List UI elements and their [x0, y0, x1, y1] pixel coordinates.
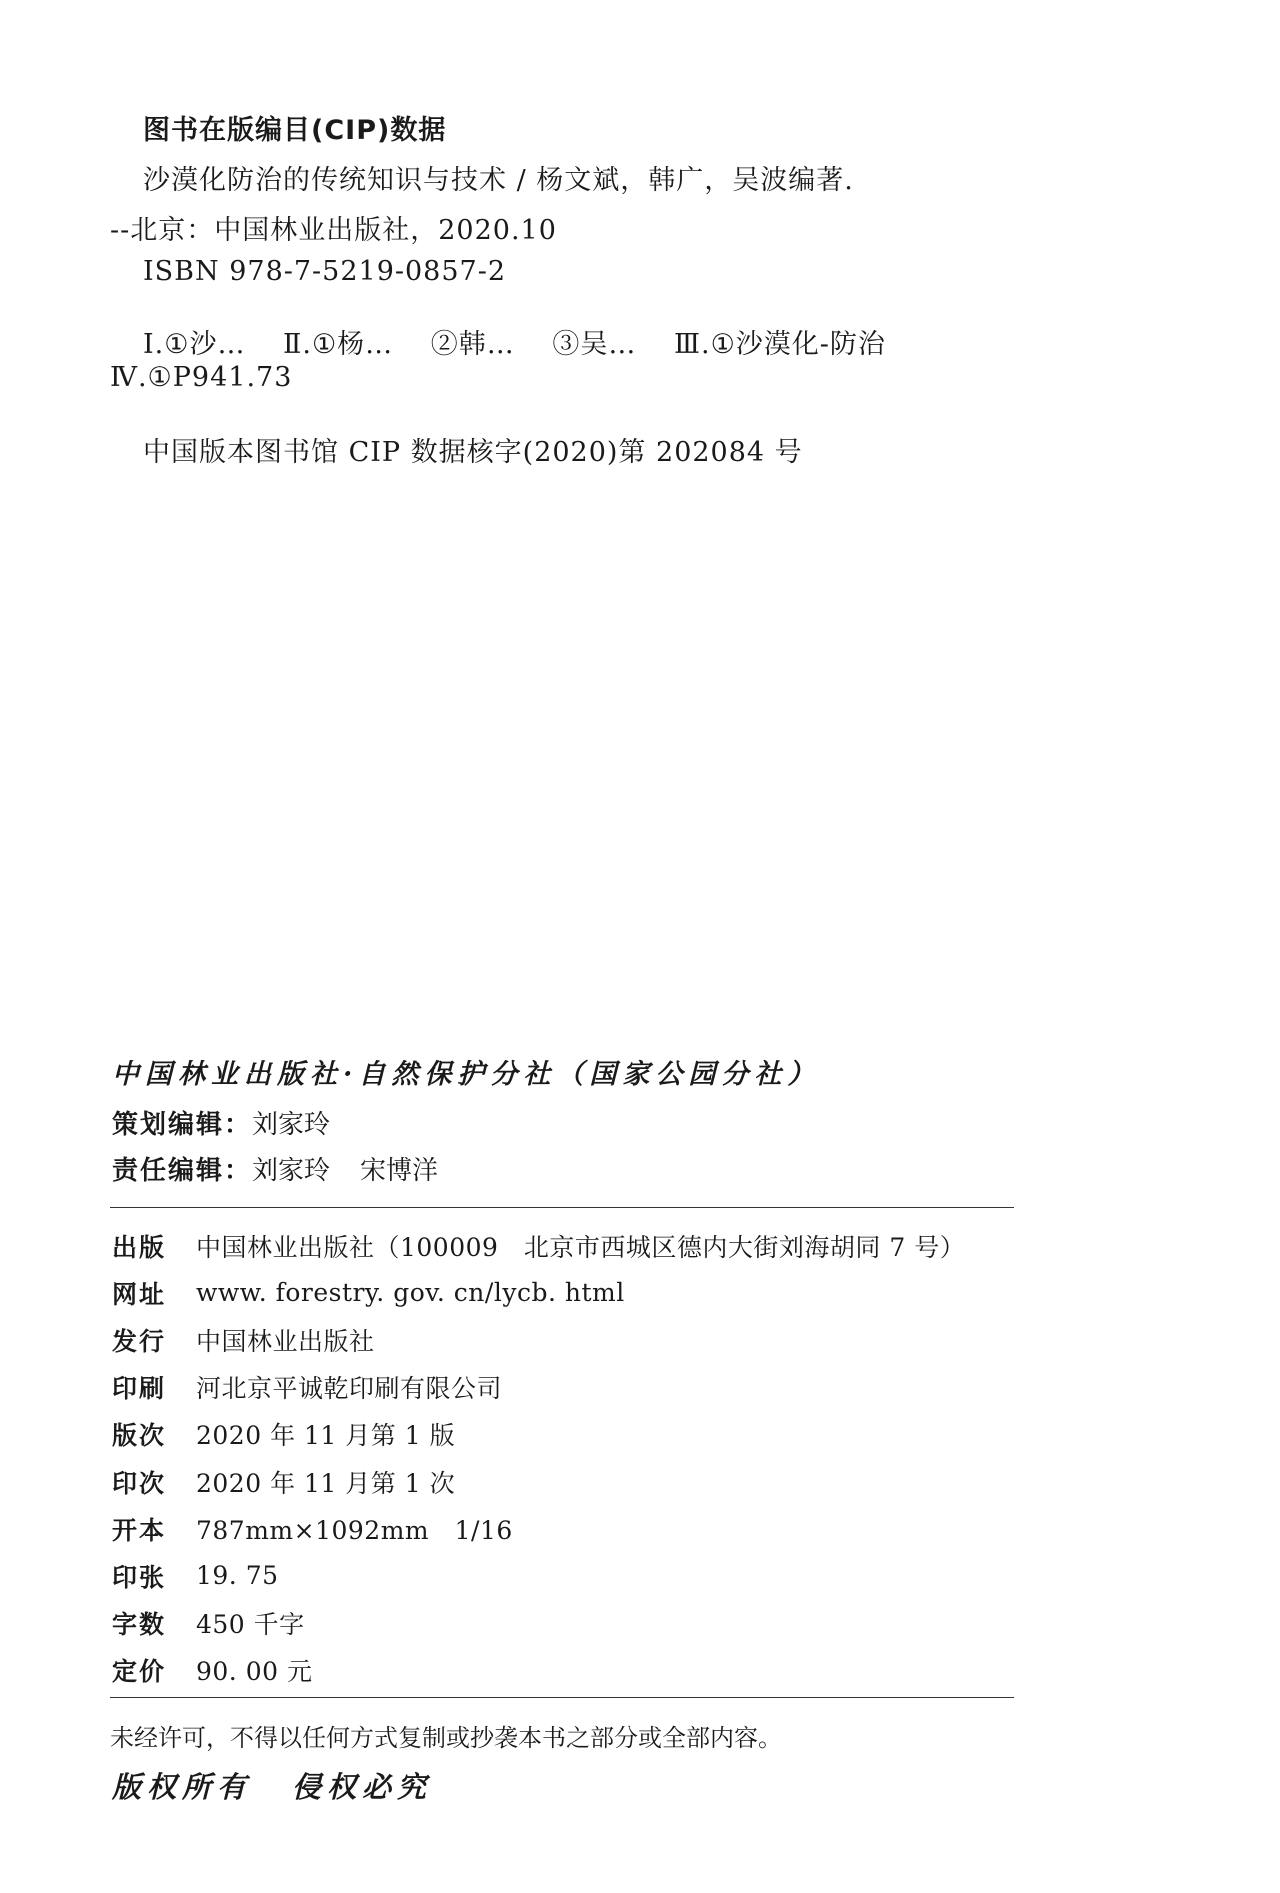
cip-subjects [143, 322, 886, 361]
info-value: 450 千字 [196, 1610, 305, 1640]
cip-number: 中国版本图书馆 CIP 数据核字(2020)第 202084 号 [143, 437, 803, 468]
cip-subject: ③吴… [552, 329, 637, 360]
cip-publication: --北京：中国林业出版社，2020.10 [110, 215, 557, 246]
cip-title: 图书在版编目(CIP)数据 [143, 115, 447, 146]
info-value: 2020 年 11 月第 1 次 [196, 1468, 456, 1498]
planning-editor-label: 策划编辑： [112, 1110, 253, 1140]
info-row [112, 1222, 1012, 1269]
info-row [112, 1552, 1012, 1599]
responsible-editor-name: 宋博洋 [360, 1156, 439, 1186]
info-label: 版次 [112, 1421, 167, 1451]
info-row [112, 1505, 1012, 1552]
responsible-editor-label: 责任编辑： [112, 1156, 253, 1186]
infringement-notice: 侵权必究 [292, 1770, 433, 1804]
info-value: 90. 00 元 [196, 1657, 313, 1687]
copy-notice: 未经许可，不得以任何方式复制或抄袭本书之部分或全部内容。 [110, 1724, 782, 1752]
info-row [112, 1316, 1012, 1363]
info-value: 中国林业出版社（100009 北京市西城区德内大街刘海胡同 7 号） [196, 1232, 966, 1262]
info-row [112, 1364, 1012, 1411]
cip-subject: Ⅲ.①沙漠化-防治 [673, 329, 886, 360]
info-label: 定价 [112, 1657, 167, 1687]
info-row [112, 1647, 1012, 1694]
info-label: 开本 [112, 1515, 167, 1545]
info-value: 19. 75 [196, 1561, 279, 1591]
info-label: 网址 [112, 1279, 167, 1309]
responsible-editor-name: 刘家玲 [252, 1156, 331, 1186]
info-row [112, 1411, 1012, 1458]
planning-editor [112, 1104, 330, 1141]
cip-isbn: ISBN 978-7-5219-0857-2 [143, 256, 507, 287]
info-label: 印刷 [112, 1374, 167, 1404]
info-value: 2020 年 11 月第 1 版 [196, 1421, 456, 1451]
cip-subject: Ⅰ.①沙… [143, 329, 246, 360]
cip-classification: Ⅳ.①P941.73 [110, 362, 293, 393]
info-value: 河北京平诚乾印刷有限公司 [196, 1374, 503, 1404]
publisher-heading: 中国林业出版社·自然保护分社（国家公园分社） [112, 1059, 821, 1090]
divider [110, 1207, 1014, 1208]
responsible-editor [112, 1150, 438, 1187]
info-label: 印次 [112, 1468, 167, 1498]
divider [110, 1697, 1014, 1698]
rights-statement [112, 1765, 432, 1806]
info-row [112, 1458, 1012, 1505]
info-row [112, 1269, 1012, 1316]
cip-subject: Ⅱ.①杨… [283, 329, 394, 360]
cip-subject: ②韩… [430, 329, 515, 360]
info-value: 787mm×1092mm 1/16 [196, 1515, 513, 1545]
info-value: 中国林业出版社 [196, 1326, 375, 1356]
info-row [112, 1600, 1012, 1647]
website-link[interactable]: www. forestry. gov. cn/lycb. html [196, 1278, 625, 1308]
info-label: 字数 [112, 1610, 167, 1640]
rights-reserved: 版权所有 [112, 1770, 253, 1804]
info-label: 出版 [112, 1232, 167, 1262]
publication-info [112, 1222, 1012, 1694]
planning-editor-name: 刘家玲 [252, 1110, 331, 1140]
info-label: 印张 [112, 1562, 167, 1592]
info-label: 发行 [112, 1326, 167, 1356]
cip-description: 沙漠化防治的传统知识与技术 / 杨文斌，韩广，吴波编著. [143, 165, 854, 196]
